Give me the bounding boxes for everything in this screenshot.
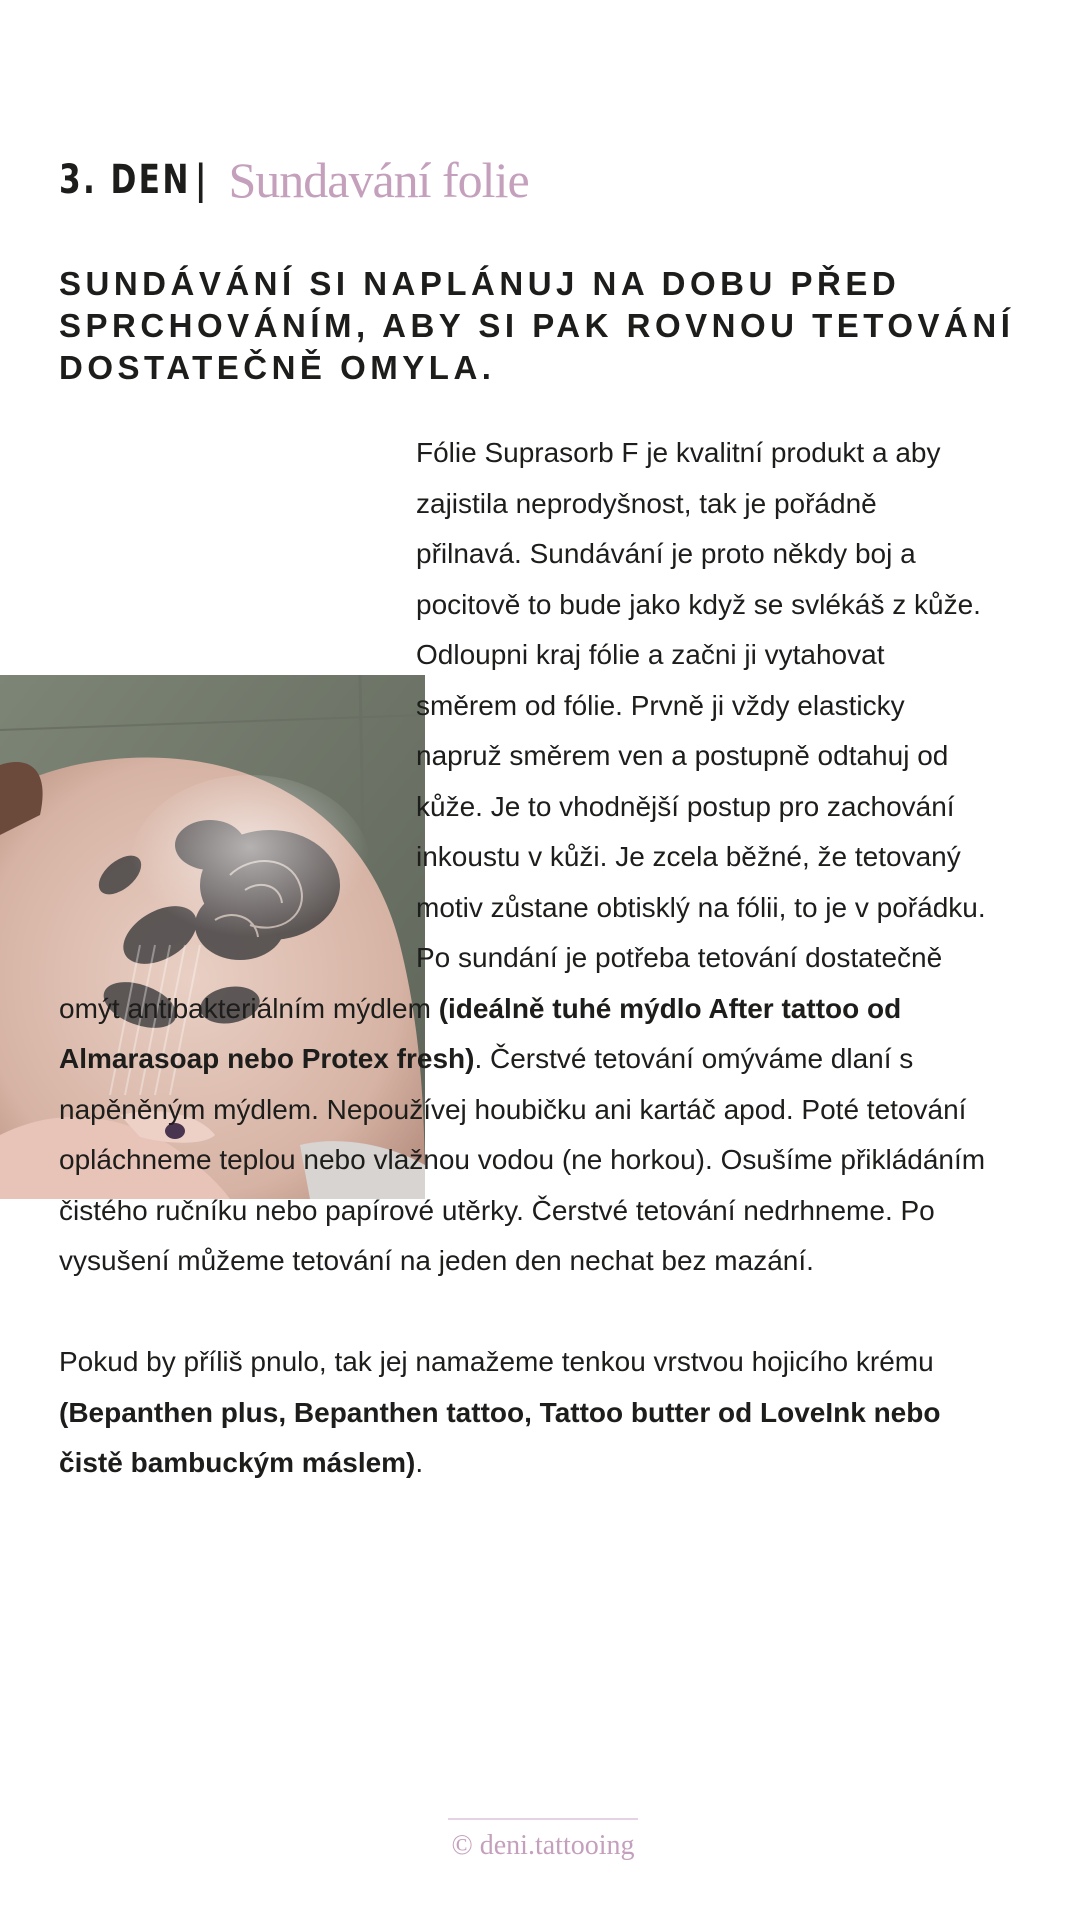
footer-credit: © deni.tattooing [451, 1830, 635, 1861]
heading-separator: | [195, 155, 207, 204]
paragraph-1-after: . Čerstvé tetování omýváme dlaní s napěněným mýdlem. Nepoužívej houbičku ani kartáč apod. Poté tetování opláchneme teplou nebo vlažnou vodou (ne horkou). Osušíme přikládáním čistého ručníku nebo papírové utěrky. Čerstvé tetování nedrhneme. Po vysušení můžeme tetování na jeden den nechat bez mazání. [59, 1043, 986, 1276]
paragraph-2-text: Pokud by příliš pnulo, tak jej namažeme tenkou vrstvou hojicího krému [59, 1346, 934, 1377]
paragraph-1-bold: (ideálně tuhé mýdlo After tattoo od Almarasoap nebo Protex fresh) [59, 992, 902, 1074]
body-paragraph-1 [59, 428, 989, 1287]
paragraph-gap [59, 1287, 989, 1338]
lead-paragraph: SUNDÁVÁNÍ SI NAPLÁNUJ NA DOBU PŘED SPRCHOVÁNÍM, ABY SI PAK ROVNOU TETOVÁNÍ DOSTATEČNĚ OMYLA. [59, 265, 1015, 386]
body-text [59, 428, 989, 1489]
body-paragraph-2 [59, 1337, 989, 1489]
page-heading [59, 150, 529, 210]
paragraph-1-text: Fólie Suprasorb F je kvalitní produkt a aby zajistila neprodyšnost, tak je pořádně přilnavá. Sundávání je proto někdy boj a pocitově to bude jako když se svlékáš z kůže. Odloupni kraj fólie a začni ji vytahovat směrem od fólie. Prvně ji vždy elasticky napruž směrem ven a postupně odtahuj od kůže. Je to vhodnější postup pro zachování inkoustu v kůži. Je zcela běžné, že tetovaný motiv zůstane obtisklý na fólii, to je v pořádku. Po sundání je potřeba tetování dostatečně omýt antibakteriálním mýdlem [59, 437, 986, 1024]
paragraph-2-bold: (Bepanthen plus, Bepanthen tattoo, Tattoo butter od LoveInk nebo čistě bambuckým máslem) [59, 1396, 941, 1478]
page-title: Sundavání folie [228, 152, 529, 208]
float-spacer [0, 440, 416, 964]
day-label: 3. DEN [59, 157, 191, 203]
paragraph-2-after: . [415, 1447, 424, 1478]
footer-divider [448, 1818, 638, 1820]
